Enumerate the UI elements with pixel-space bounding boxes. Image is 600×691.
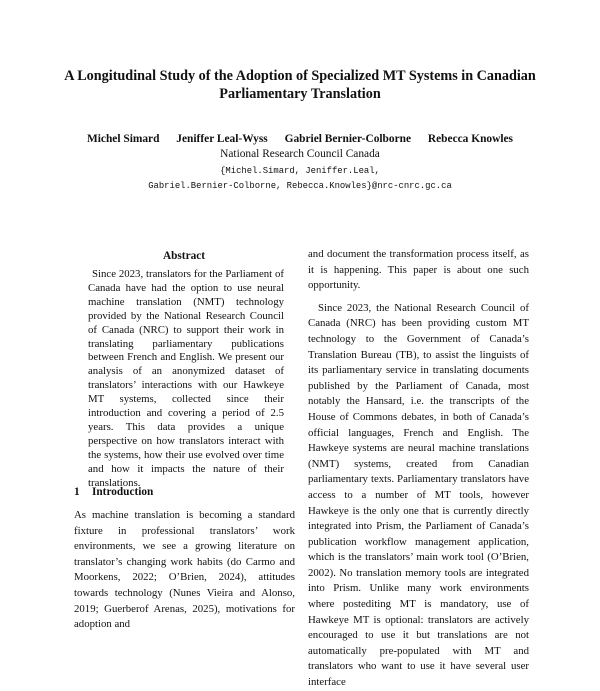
- author-list: [40, 132, 560, 147]
- section-title: Introduction: [92, 486, 154, 498]
- author-name: Michel Simard: [86, 133, 160, 145]
- author-name: Gabriel Bernier-Colborne: [284, 133, 412, 145]
- author-name: Jeniffer Leal-Wyss: [176, 133, 268, 145]
- email-line: Gabriel.Bernier-Colborne, Rebecca.Knowles}@nrc-cnrc.gc.ca: [148, 180, 452, 191]
- section-heading: [74, 485, 304, 499]
- affiliation: National Research Council Canada: [220, 148, 380, 160]
- right-column: [308, 247, 529, 691]
- paper-title: A Longitudinal Study of the Adoption of Specialized MT Systems in Canadian Parliamentary Translation: [64, 68, 536, 102]
- body-paragraph: and document the transformation process itself, as it is happening. This paper is about one such opportunity.: [308, 248, 529, 292]
- email-line: {Michel.Simard, Jeniffer.Leal,: [220, 166, 380, 176]
- body-paragraph: Since 2023, the National Research Council of Canada (NRC) has been providing custom MT technology to the Government of Canada’s Translation Bureau (TB), to assist the linguists of its parliamentary service in translating documents published by the Parliament of Canada, most notably the Hansard, i.e. the transcripts of the House of Commons debates, in both of Canada’s official languages, French and English. The Hawkeye systems are neural machine translations (NMT) systems, created from Canadian parliamentary texts. Parliamentary translators have access to a number of MT tools, however Hawkeye is the only one that is currently directly integrated into Prism, the Parliament of Canada’s publication workflow management application, which is the translators’ main work tool (O’Brien, 2002). No translation memory tools are integrated into Prism. Unlike many work environments where postediting MT is mandatory, use of Hawkeye MT is optional: translators are actively encouraged to use it but translations are not automatically pre-populated with MT and translators who want to use it have several user interface: [308, 301, 529, 689]
- author-name: Rebecca Knowles: [427, 133, 513, 145]
- abstract-heading: Abstract: [162, 250, 206, 262]
- section-number: 1: [74, 486, 80, 498]
- abstract-text: Since 2023, translators for the Parliament of Canada have had the option to use neural machine translation (NMT) technology provided by the National Research Council of Canada (NRC) to support their work in translating parliamentary publications between French and English. We present our analysis of an anonymized dataset of translators’ interactions with our Hawkeye MT systems, collected since their introduction and covering a period of 2.5 years. This data provides a unique perspective on how translators interact with the systems, how their use evolved over time and how it impacts the nature of their translations.: [88, 268, 284, 489]
- intro-paragraph-left: As machine translation is becoming a standard fixture in professional translators’ work environments, we see a growing literature on translator’s changing work habits (do Carmo and Moorkens, 2022; O’Brien, 2024), attitudes towards technology (Nunes Vieira and Alonso, 2019; Guerberof Arenas, 2025), motivations for adoption and: [74, 509, 295, 631]
- email-block: [40, 164, 560, 193]
